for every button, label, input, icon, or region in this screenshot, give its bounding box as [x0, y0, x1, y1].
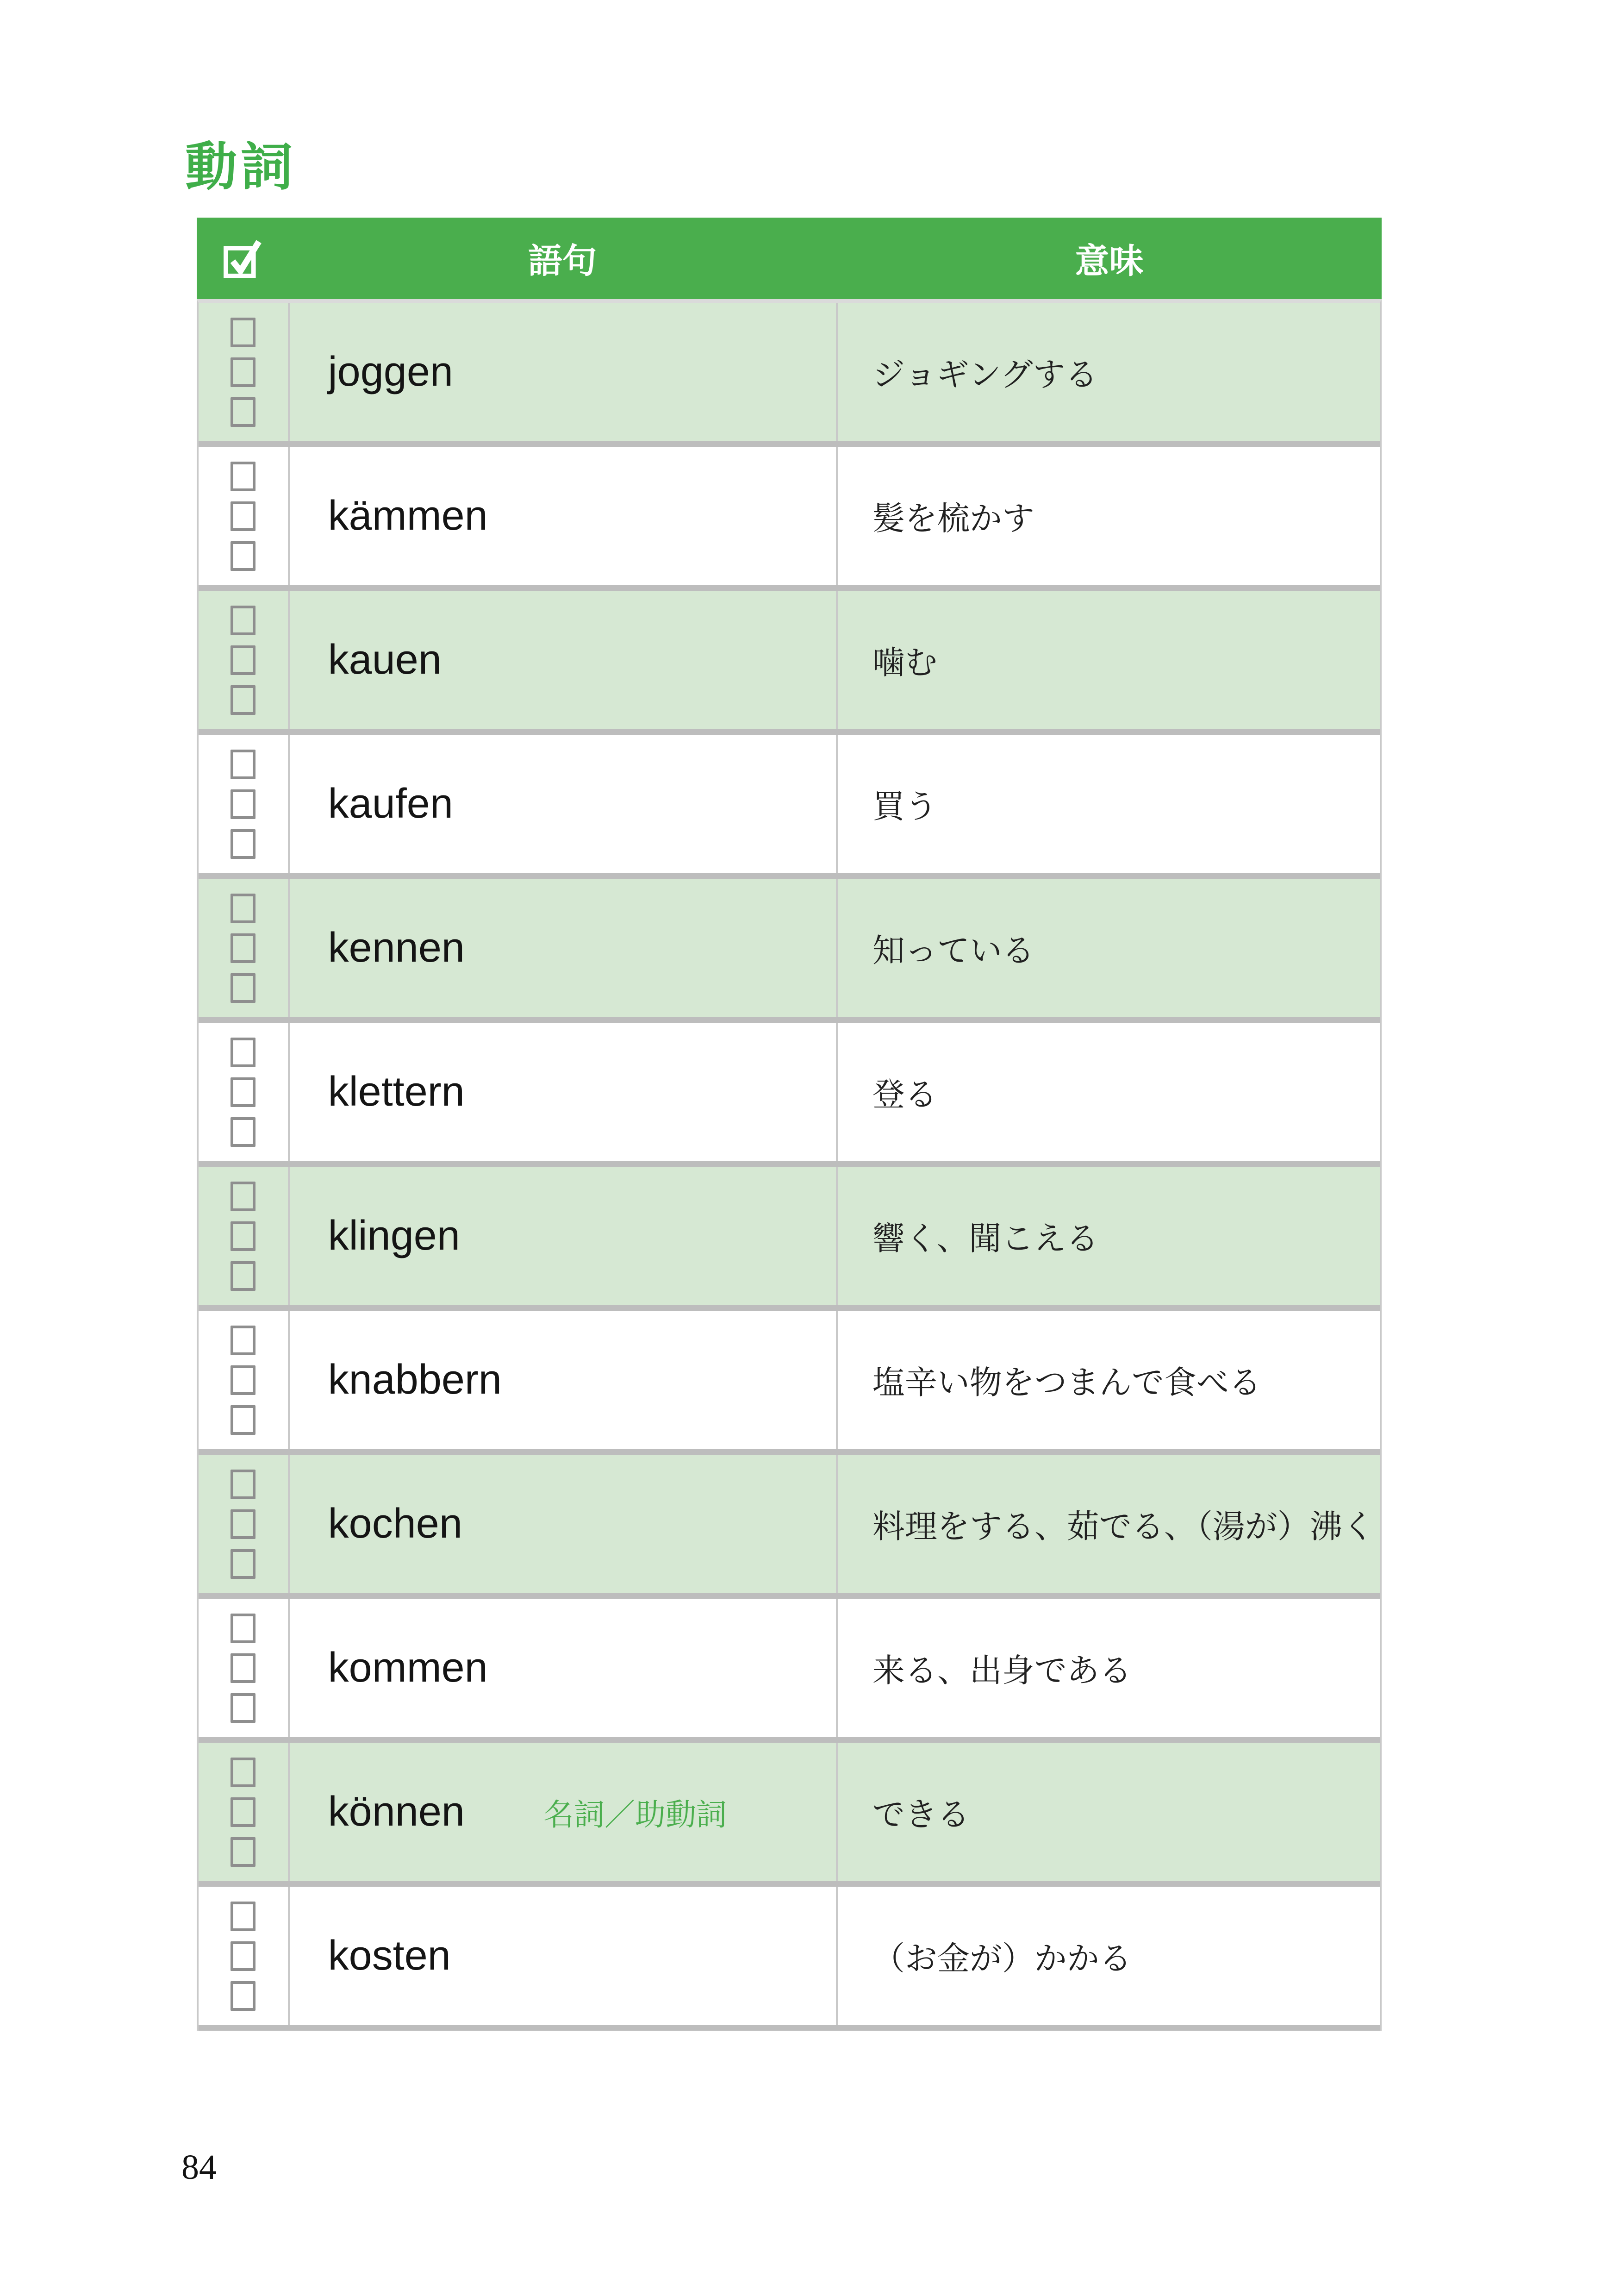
checkbox-unchecked[interactable] [231, 789, 255, 819]
word-text: joggen [328, 349, 453, 395]
page-title: 動詞 [185, 138, 296, 196]
table-header-row [197, 218, 1382, 299]
checkbox-unchecked[interactable] [231, 606, 255, 635]
checkbox-unchecked[interactable] [231, 1470, 255, 1499]
table-row [199, 879, 1380, 1023]
checkbox-unchecked[interactable] [231, 829, 255, 859]
meaning-text: 髪を梳かす [836, 447, 1380, 585]
meaning-text: 塩辛い物をつまんで食べる [836, 1311, 1380, 1449]
word-text: kauen [328, 637, 442, 683]
checkbox-unchecked[interactable] [231, 685, 255, 715]
meaning-text: 来る、出身である [836, 1599, 1380, 1737]
word-text: kosten [328, 1933, 451, 1979]
checkbox-group [199, 1599, 288, 1737]
checkbox-unchecked[interactable] [231, 1941, 255, 1971]
checkbox-unchecked[interactable] [231, 1981, 255, 2011]
checkbox-unchecked[interactable] [231, 1837, 255, 1867]
table-row [199, 1311, 1380, 1455]
meaning-text: 噛む [836, 591, 1380, 729]
meaning-text: （お金が）かかる [836, 1887, 1380, 2025]
checkbox-group [199, 591, 288, 729]
vocab-table [197, 218, 1382, 2031]
checkbox-unchecked[interactable] [231, 973, 255, 1003]
checkbox-unchecked[interactable] [231, 1549, 255, 1579]
checkbox-group [199, 879, 288, 1017]
checkbox-unchecked[interactable] [231, 462, 255, 491]
checkbox-unchecked[interactable] [231, 1221, 255, 1251]
table-row [199, 1023, 1380, 1167]
checkbox-unchecked[interactable] [231, 750, 255, 779]
word-text: kämmen [328, 493, 488, 539]
checkbox-unchecked[interactable] [231, 1182, 255, 1211]
meaning-text: 買う [836, 735, 1380, 873]
header-meaning-label: 意味 [1075, 242, 1144, 280]
checkbox-unchecked[interactable] [231, 397, 255, 427]
word-annotation: 名詞／助動詞 [543, 1797, 727, 1832]
checkbox-unchecked[interactable] [231, 1326, 255, 1355]
checkbox-unchecked[interactable] [231, 1693, 255, 1723]
checkbox-group [199, 1311, 288, 1449]
checkbox-group [199, 303, 288, 441]
table-row [199, 1455, 1380, 1599]
table-row [199, 447, 1380, 591]
checkbox-unchecked[interactable] [231, 1365, 255, 1395]
checkbox-group [199, 1167, 288, 1305]
meaning-text: 知っている [836, 879, 1380, 1017]
checkbox-unchecked[interactable] [231, 1038, 255, 1067]
checkbox-group [199, 1023, 288, 1161]
table-row [199, 591, 1380, 735]
checkbox-unchecked[interactable] [231, 1614, 255, 1643]
checkbox-unchecked[interactable] [231, 645, 255, 675]
table-row [199, 1887, 1380, 2031]
checkbox-group [199, 1455, 288, 1593]
word-text: kochen [328, 1501, 462, 1547]
checkbox-unchecked[interactable] [231, 501, 255, 531]
word-text: können [328, 1789, 465, 1835]
checkbox-unchecked[interactable] [231, 1509, 255, 1539]
table-row [199, 1599, 1380, 1743]
word-text: knabbern [328, 1357, 502, 1403]
checkbox-unchecked[interactable] [231, 1653, 255, 1683]
checkbox-unchecked[interactable] [231, 894, 255, 923]
checkbox-unchecked[interactable] [231, 1902, 255, 1931]
checkbox-group [199, 1887, 288, 2025]
checkbox-unchecked[interactable] [231, 1405, 255, 1435]
table-row [199, 1167, 1380, 1311]
meaning-text: できる [836, 1743, 1380, 1881]
checkbox-group [199, 735, 288, 873]
page-number: 84 [181, 2148, 217, 2187]
checkbox-group [199, 447, 288, 585]
checkbox-unchecked[interactable] [231, 1117, 255, 1147]
table-row [199, 735, 1380, 879]
word-text: kennen [328, 925, 465, 971]
table-row [199, 1743, 1380, 1887]
word-text: klettern [328, 1069, 465, 1115]
table-row [199, 303, 1380, 447]
word-text: kommen [328, 1645, 488, 1691]
meaning-text: ジョギングする [836, 303, 1380, 441]
checkbox-unchecked[interactable] [231, 933, 255, 963]
checkbox-group [199, 1743, 288, 1881]
meaning-text: 登る [836, 1023, 1380, 1161]
checkbox-unchecked[interactable] [231, 1077, 255, 1107]
checkbox-unchecked[interactable] [231, 1797, 255, 1827]
checkbox-unchecked[interactable] [231, 357, 255, 387]
meaning-text: 料理をする、茹でる、（湯が）沸く [836, 1455, 1380, 1593]
checkbox-unchecked[interactable] [231, 541, 255, 571]
header-word-label: 語句 [528, 242, 597, 280]
word-text: klingen [328, 1213, 460, 1259]
table-body [197, 299, 1382, 2031]
word-text: kaufen [328, 781, 453, 827]
checkbox-unchecked[interactable] [231, 1758, 255, 1787]
checkbox-unchecked[interactable] [231, 1261, 255, 1291]
checked-checkbox-icon [222, 236, 263, 281]
checkbox-unchecked[interactable] [231, 318, 255, 347]
meaning-text: 響く、聞こえる [836, 1167, 1380, 1305]
check-column-header [197, 236, 288, 281]
